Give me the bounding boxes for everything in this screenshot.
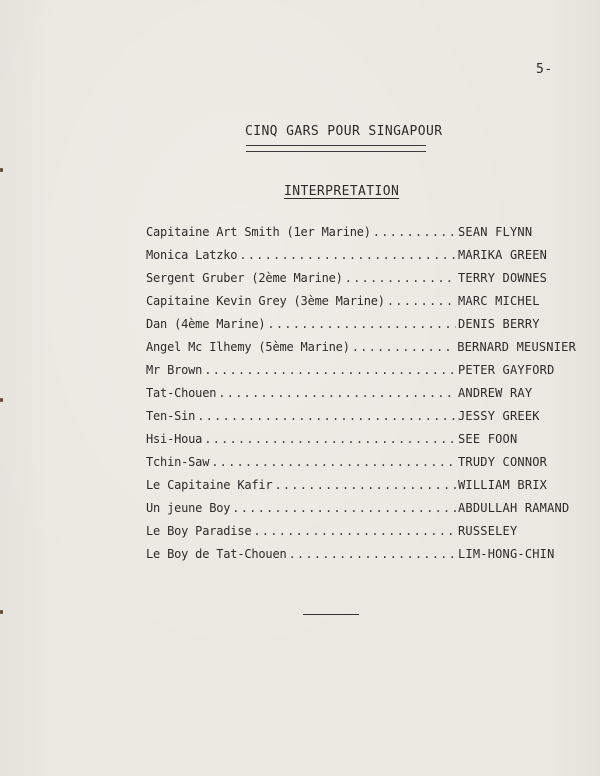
cast-row: [146, 501, 576, 524]
cast-row: [146, 478, 576, 501]
cast-row: [146, 386, 576, 409]
cast-actor: ANDREW RAY: [458, 386, 533, 400]
document-title: CINQ GARS POUR SINGAPOUR: [245, 124, 443, 139]
dot-leader: [211, 455, 456, 469]
cast-role: Mr Brown: [146, 363, 203, 377]
margin-punch-mark: [0, 398, 3, 402]
cast-actor: TRUDY CONNOR: [458, 455, 548, 469]
cast-actor: PETER GAYFORD: [458, 363, 555, 377]
page-number: 5-: [536, 62, 553, 77]
dot-leader: [387, 294, 456, 308]
cast-row: [146, 547, 576, 570]
cast-role: Angel Mc Ilhemy (5ème Marine): [146, 340, 350, 354]
dot-leader: [197, 409, 456, 423]
dot-leader: [345, 271, 456, 285]
dot-leader: [204, 363, 456, 377]
cast-list: [146, 225, 576, 570]
cast-actor: RUSSELEY: [458, 524, 518, 538]
cast-role: Monica Latzko: [146, 248, 238, 262]
dot-leader: [253, 524, 456, 538]
dot-leader: [232, 501, 456, 515]
section-heading: INTERPRETATION: [284, 184, 400, 199]
cast-row: [146, 363, 576, 386]
dot-leader: [289, 547, 457, 561]
dot-leader: [274, 478, 456, 492]
cast-role: Dan (4ème Marine): [146, 317, 266, 331]
dot-leader: [352, 340, 455, 354]
cast-row: [146, 524, 576, 547]
cast-role: Sergent Gruber (2ème Marine): [146, 271, 343, 285]
cast-row: [146, 294, 576, 317]
cast-role: Capitaine Art Smith (1er Marine): [146, 225, 371, 239]
cast-actor: TERRY DOWNES: [458, 271, 548, 285]
cast-role: Un jeune Boy: [146, 501, 231, 515]
dot-leader: [239, 248, 456, 262]
cast-actor: BERNARD MEUSNIER: [457, 340, 576, 354]
cast-row: [146, 432, 576, 455]
cast-role: Capitaine Kevin Grey (3ème Marine): [146, 294, 385, 308]
margin-punch-mark: [0, 610, 3, 614]
cast-actor: DENIS BERRY: [458, 317, 540, 331]
cast-row: [146, 455, 576, 478]
end-divider: [303, 614, 359, 615]
cast-actor: SEE FOON: [458, 432, 518, 446]
dot-leader: [267, 317, 456, 331]
cast-role: Le Boy Paradise: [146, 524, 252, 538]
cast-actor: WILLIAM BRIX: [458, 478, 548, 492]
cast-actor: JESSY GREEK: [458, 409, 540, 423]
dot-leader: [204, 432, 456, 446]
cast-row: [146, 271, 576, 294]
cast-role: Le Capitaine Kafir: [146, 478, 273, 492]
cast-role: Ten-Sin: [146, 409, 196, 423]
cast-row: [146, 225, 576, 248]
cast-actor: ABDULLAH RAMAND: [458, 501, 570, 515]
cast-row: [146, 248, 576, 271]
cast-role: Tat-Chouen: [146, 386, 217, 400]
cast-actor: MARC MICHEL: [458, 294, 540, 308]
cast-role: Tchin-Saw: [146, 455, 210, 469]
cast-role: Le Boy de Tat-Chouen: [146, 547, 287, 561]
dot-leader: [373, 225, 456, 239]
title-double-underline: [246, 145, 426, 152]
cast-actor: LIM-HONG-CHIN: [458, 547, 555, 561]
cast-row: [146, 340, 576, 363]
cast-row: [146, 409, 576, 432]
cast-role: Hsi-Houa: [146, 432, 203, 446]
margin-punch-mark: [0, 168, 3, 172]
dot-leader: [218, 386, 456, 400]
cast-row: [146, 317, 576, 340]
cast-actor: MARIKA GREEN: [458, 248, 548, 262]
cast-actor: SEAN FLYNN: [458, 225, 533, 239]
